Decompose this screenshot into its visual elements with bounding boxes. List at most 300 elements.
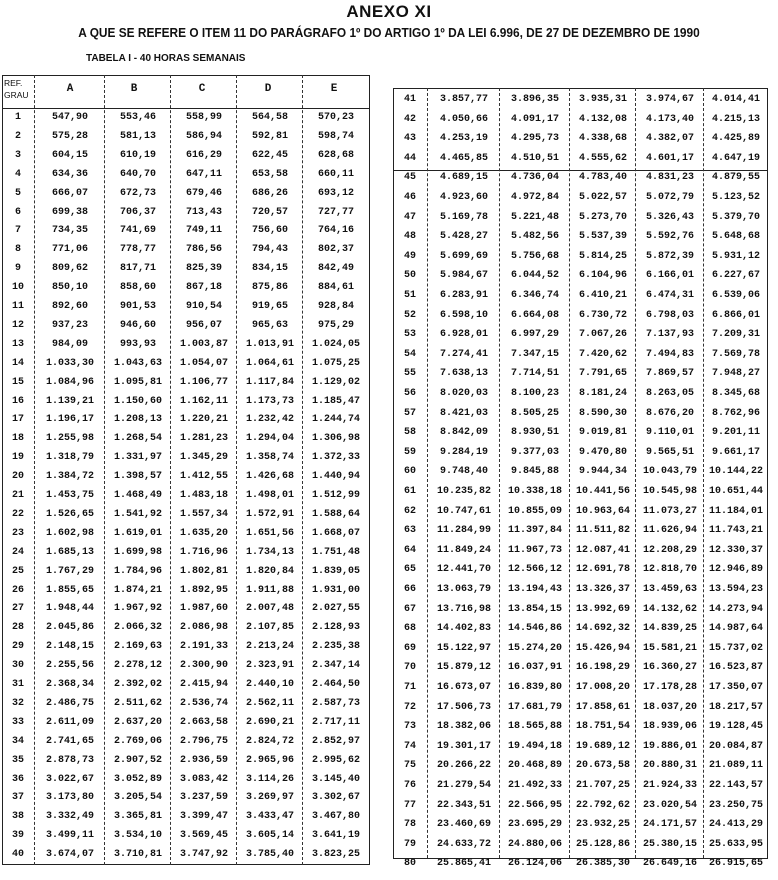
ref-grau-cell: 8: [14, 244, 21, 256]
ref-grau-cell: 25: [11, 565, 24, 577]
value-cell-c: 1.987,60: [179, 603, 228, 615]
value-cell-a: 25.865,41: [436, 858, 491, 870]
value-cell-d: 17.178,28: [642, 682, 697, 693]
value-cell-b: 3.896,35: [510, 94, 559, 105]
ref-grau-cell: 3: [14, 149, 21, 161]
value-cell-b: 11.967,73: [507, 544, 562, 556]
ref-grau-cell: 70: [403, 662, 416, 674]
value-cell-b: 7.714,51: [510, 368, 559, 380]
value-cell-b: 10.338,18: [507, 486, 562, 497]
value-cell-e: 3.145,40: [311, 773, 360, 785]
value-cell-a: 984,09: [51, 338, 88, 350]
value-cell-b: 1.398,57: [113, 471, 162, 483]
value-cell-a: 2.255,56: [45, 660, 94, 672]
value-cell-c: 2.663,58: [179, 716, 228, 728]
value-cell-b: 22.566,95: [507, 799, 562, 811]
ref-grau-cell: 44: [403, 152, 416, 164]
ref-label: REF.: [4, 78, 23, 88]
table-row: [2, 619, 370, 638]
value-cell-c: 3.569,45: [179, 830, 228, 842]
table-row: [393, 502, 768, 522]
table-row: [2, 657, 370, 676]
value-cell-e: 8.345,68: [711, 388, 760, 399]
value-cell-e: 1.372,33: [311, 452, 360, 464]
value-cell-e: 9.661,17: [711, 446, 760, 458]
table-row: [393, 541, 768, 561]
ref-grau-cell: 20: [11, 471, 24, 483]
ref-grau-cell: 72: [403, 701, 416, 713]
value-cell-b: 901,53: [119, 301, 156, 312]
value-cell-d: 16.360,27: [642, 662, 697, 674]
ref-grau-cell: 80: [403, 858, 416, 870]
value-cell-e: 764,16: [317, 225, 354, 237]
table-row: [2, 336, 370, 355]
ref-grau-cell: 22: [11, 508, 24, 520]
value-cell-e: 25.633,95: [708, 838, 763, 850]
value-cell-c: 8.590,30: [578, 407, 627, 419]
value-cell-a: 15.122,97: [436, 642, 491, 654]
value-cell-b: 8.505,25: [510, 407, 559, 419]
value-cell-b: 610,19: [119, 149, 156, 161]
value-cell-a: 547,90: [51, 112, 88, 123]
value-cell-d: 592,81: [251, 130, 288, 142]
value-cell-a: 17.506,73: [436, 701, 491, 713]
value-cell-c: 647,11: [185, 168, 222, 180]
value-cell-e: 884,61: [317, 282, 354, 294]
value-cell-b: 2.392,02: [113, 679, 162, 690]
table-row: [393, 639, 768, 659]
value-cell-c: 2.796,75: [179, 735, 228, 747]
value-cell-c: 4.555,62: [578, 152, 627, 164]
table-row: [2, 525, 370, 544]
value-cell-d: 2.440,10: [245, 679, 294, 690]
value-cell-e: 23.250,75: [708, 799, 763, 811]
ref-grau-cell: 1: [14, 112, 21, 123]
value-cell-e: 21.089,11: [708, 760, 763, 772]
value-cell-d: 2.107,85: [245, 622, 294, 634]
value-cell-c: 713,43: [185, 206, 222, 218]
value-cell-b: 1.150,60: [113, 395, 162, 407]
value-cell-e: 1.075,25: [311, 357, 360, 369]
value-cell-d: 2.965,96: [245, 754, 294, 766]
value-cell-c: 1.345,29: [179, 452, 228, 464]
table-row: [393, 149, 768, 169]
ref-grau-cell: 19: [11, 452, 24, 464]
value-cell-e: 6.227,67: [711, 270, 760, 282]
value-cell-d: 1.572,91: [245, 508, 294, 520]
value-cell-d: 1.734,13: [245, 546, 294, 558]
value-cell-e: 2.027,55: [311, 603, 360, 615]
ref-grau-cell: 37: [11, 792, 24, 804]
value-cell-e: 16.523,87: [708, 662, 763, 674]
table-row: [393, 110, 768, 130]
value-cell-a: 5.699,69: [439, 250, 488, 262]
value-cell-c: 2.536,74: [179, 697, 228, 709]
value-cell-c: 1.412,55: [179, 471, 228, 483]
value-cell-d: 1.173,73: [245, 395, 294, 407]
value-cell-a: 9.284,19: [439, 446, 488, 458]
value-cell-b: 993,93: [119, 338, 156, 350]
ref-grau-cell: 26: [11, 584, 24, 596]
value-cell-d: 834,15: [251, 263, 288, 275]
table-row: [393, 129, 768, 149]
value-cell-c: 1.557,34: [179, 508, 228, 520]
value-cell-e: 4.879,55: [711, 172, 760, 184]
value-cell-a: 1.033,30: [45, 357, 94, 369]
value-cell-d: 720,57: [251, 206, 288, 218]
value-cell-c: 1.281,23: [179, 433, 228, 445]
value-cell-c: 1.162,11: [179, 395, 228, 407]
value-cell-c: 17.008,20: [575, 682, 630, 693]
value-cell-b: 3.052,89: [113, 773, 162, 785]
value-cell-c: 7.420,62: [578, 348, 627, 360]
salary-table-right: [393, 88, 768, 870]
ref-grau-cell: 27: [11, 603, 24, 615]
value-cell-d: 19.886,01: [642, 740, 697, 752]
table-row: [2, 808, 370, 827]
value-cell-d: 3.974,67: [645, 94, 694, 105]
table-row: [2, 430, 370, 449]
table-row: [393, 854, 768, 874]
value-cell-e: 2.852,97: [311, 735, 360, 747]
value-cell-e: 727,77: [317, 206, 354, 218]
value-cell-b: 1.699,98: [113, 546, 162, 558]
value-cell-b: 4.295,73: [510, 133, 559, 145]
ref-grau-cell: 75: [403, 760, 416, 772]
value-cell-a: 1.255,98: [45, 433, 94, 445]
value-cell-e: 1.244,74: [311, 414, 360, 426]
value-cell-c: 3.935,31: [578, 94, 627, 105]
value-cell-c: 9.019,81: [578, 427, 627, 439]
ref-grau-cell: 6: [14, 206, 21, 218]
value-cell-b: 706,37: [119, 206, 156, 218]
value-cell-e: 11.743,21: [708, 525, 763, 537]
ref-grau-cell: 43: [403, 133, 416, 145]
value-cell-e: 1.668,07: [311, 527, 360, 539]
table-row: [393, 482, 768, 502]
value-cell-c: 16.198,29: [575, 662, 630, 674]
value-cell-a: 11.849,24: [436, 544, 491, 556]
value-cell-d: 622,45: [251, 149, 288, 161]
value-cell-a: 699,38: [51, 206, 88, 218]
value-cell-a: 19.301,17: [436, 740, 491, 752]
value-cell-a: 8.020,03: [439, 388, 488, 399]
table-row: [393, 384, 768, 404]
value-cell-b: 4.972,84: [510, 192, 559, 203]
value-cell-a: 2.486,75: [45, 697, 94, 709]
value-cell-c: 26.385,30: [575, 858, 630, 870]
value-cell-c: 6.730,72: [578, 309, 627, 321]
value-cell-e: 2.347,14: [311, 660, 360, 672]
table-row: [2, 695, 370, 714]
value-cell-b: 1.874,21: [113, 584, 162, 596]
value-cell-b: 858,60: [119, 282, 156, 294]
ref-grau-cell: 73: [403, 721, 416, 733]
table-row: [2, 771, 370, 790]
value-cell-c: 7.067,26: [578, 329, 627, 341]
ref-grau-cell: 54: [403, 348, 416, 360]
table-row: [393, 462, 768, 482]
value-cell-a: 1.453,75: [45, 490, 94, 501]
table-row: [2, 600, 370, 619]
ref-grau-cell: 55: [403, 368, 416, 380]
value-cell-a: 8.421,03: [439, 407, 488, 419]
value-cell-e: 14.273,94: [708, 603, 763, 615]
value-cell-a: 13.716,98: [436, 603, 491, 615]
value-cell-b: 2.769,06: [113, 735, 162, 747]
table-row: [2, 487, 370, 506]
table-row: [2, 563, 370, 582]
value-cell-a: 10.235,82: [436, 486, 491, 497]
value-cell-e: 4.425,89: [711, 133, 760, 145]
value-cell-d: 4.831,23: [645, 172, 694, 184]
ref-grau-cell: 15: [11, 376, 24, 388]
value-cell-d: 18.037,20: [642, 701, 697, 713]
ref-grau-cell: 9: [14, 263, 21, 275]
value-cell-b: 12.566,12: [507, 564, 562, 576]
value-cell-e: 4.215,13: [711, 113, 760, 125]
table-row: [2, 185, 370, 204]
value-cell-c: 825,39: [185, 263, 222, 275]
value-cell-e: 5.123,52: [711, 192, 760, 203]
value-cell-d: 6.166,01: [645, 270, 694, 282]
value-cell-e: 1.588,64: [311, 508, 360, 520]
value-cell-a: 1.318,79: [45, 452, 94, 464]
value-cell-a: 3.332,49: [45, 811, 94, 823]
table-row: [393, 796, 768, 816]
value-cell-b: 3.710,81: [113, 849, 162, 861]
value-cell-a: 11.284,99: [436, 525, 491, 537]
table-row: [393, 345, 768, 365]
value-cell-e: 6.866,01: [711, 309, 760, 321]
value-cell-c: 18.751,54: [575, 721, 630, 733]
ref-grau-cell: 35: [11, 754, 24, 766]
value-cell-a: 2.878,73: [45, 754, 94, 766]
value-cell-c: 3.237,59: [179, 792, 228, 804]
value-cell-a: 1.196,17: [45, 414, 94, 426]
value-cell-c: 15.426,94: [575, 642, 630, 654]
value-cell-d: 6.798,03: [645, 309, 694, 321]
value-cell-e: 2.587,73: [311, 697, 360, 709]
value-cell-c: 11.511,82: [575, 525, 630, 537]
value-cell-a: 6.928,01: [439, 329, 488, 341]
ref-grau-cell: 36: [11, 773, 24, 785]
value-cell-e: 1.931,00: [311, 584, 360, 596]
table-row: [2, 241, 370, 260]
value-cell-e: 8.762,96: [711, 407, 760, 419]
table-row: [393, 717, 768, 737]
value-cell-c: 586,94: [185, 130, 222, 142]
value-cell-a: 4.465,85: [439, 152, 488, 164]
value-cell-b: 2.169,63: [113, 641, 162, 653]
value-cell-c: 19.689,12: [575, 740, 630, 752]
value-cell-e: 14.987,64: [708, 623, 763, 635]
value-cell-b: 13.854,15: [507, 603, 562, 615]
table-row: [2, 733, 370, 752]
table-row: [393, 247, 768, 267]
table-row: [2, 279, 370, 298]
salary-table-left: [2, 75, 370, 865]
value-cell-e: 6.539,06: [711, 290, 760, 301]
value-cell-d: 23.020,54: [642, 799, 697, 811]
table-row: [2, 147, 370, 166]
value-cell-d: 1.013,91: [245, 338, 294, 350]
table-row: [393, 188, 768, 208]
value-cell-c: 5.537,39: [578, 231, 627, 243]
value-cell-c: 20.673,58: [575, 760, 630, 772]
value-cell-e: 9.201,11: [711, 427, 760, 439]
value-cell-c: 867,18: [185, 282, 222, 294]
value-cell-a: 4.689,15: [439, 172, 488, 184]
value-cell-e: 1.440,94: [311, 471, 360, 483]
value-cell-a: 634,36: [51, 168, 88, 180]
table-row: [2, 827, 370, 846]
ref-grau-cell: 64: [403, 544, 416, 556]
value-cell-b: 1.331,97: [113, 452, 162, 464]
table-row: [393, 423, 768, 443]
value-cell-d: 7.137,93: [645, 329, 694, 341]
ref-grau-cell: 31: [11, 679, 24, 690]
value-cell-e: 26.915,65: [708, 858, 763, 870]
value-cell-e: 2.235,38: [311, 641, 360, 653]
value-cell-e: 3.641,19: [311, 830, 360, 842]
value-cell-b: 23.695,29: [507, 819, 562, 831]
table-row: [2, 714, 370, 733]
table-row: [393, 404, 768, 424]
value-cell-a: 20.266,22: [436, 760, 491, 772]
value-cell-a: 9.748,40: [439, 466, 488, 478]
value-cell-e: 12.330,37: [708, 544, 763, 556]
ref-grau-cell: 21: [11, 490, 24, 501]
value-cell-b: 4.091,17: [510, 113, 559, 125]
value-cell-b: 2.637,20: [113, 716, 162, 728]
value-cell-d: 2.323,91: [245, 660, 294, 672]
value-cell-d: 7.494,83: [645, 348, 694, 360]
value-cell-c: 1.892,95: [179, 584, 228, 596]
table-row: [393, 600, 768, 620]
value-cell-d: 25.380,15: [642, 838, 697, 850]
value-cell-e: 628,68: [317, 149, 354, 161]
table-row: [2, 298, 370, 317]
value-cell-e: 24.413,29: [708, 819, 763, 831]
value-cell-b: 672,73: [119, 187, 156, 199]
ref-grau-cell: 62: [403, 505, 416, 517]
value-cell-d: 3.114,26: [245, 773, 294, 785]
value-cell-d: 5.592,76: [645, 231, 694, 243]
table-row: [2, 109, 370, 128]
value-cell-a: 7.274,41: [439, 348, 488, 360]
value-cell-e: 2.995,62: [311, 754, 360, 766]
value-cell-d: 3.605,14: [245, 830, 294, 842]
ref-grau-cell: 34: [11, 735, 24, 747]
ref-grau-cell: 76: [403, 780, 416, 791]
value-cell-a: 22.343,51: [436, 799, 491, 811]
value-cell-a: 1.139,21: [45, 395, 94, 407]
value-cell-d: 686,26: [251, 187, 288, 199]
value-cell-c: 2.086,98: [179, 622, 228, 634]
value-cell-d: 1.358,74: [245, 452, 294, 464]
ref-grau-cell: 5: [14, 187, 21, 199]
ref-grau-cell: 48: [403, 231, 416, 243]
value-cell-d: 13.459,63: [642, 584, 697, 595]
value-cell-c: 558,99: [185, 112, 222, 123]
value-cell-e: 11.184,01: [708, 505, 763, 517]
value-cell-d: 8.263,05: [645, 388, 694, 399]
ref-grau-cell: 32: [11, 697, 24, 709]
value-cell-d: 2.213,24: [245, 641, 294, 653]
value-cell-e: 15.737,02: [708, 642, 763, 654]
value-cell-b: 581,13: [119, 130, 156, 142]
table-row: [2, 222, 370, 241]
value-cell-a: 6.598,10: [439, 309, 488, 321]
value-cell-c: 679,46: [185, 187, 222, 199]
value-cell-b: 21.492,33: [507, 780, 562, 791]
value-cell-b: 778,77: [119, 244, 156, 256]
value-cell-c: 5.022,57: [578, 192, 627, 203]
value-cell-d: 9.110,01: [645, 427, 694, 439]
value-cell-a: 13.063,79: [436, 584, 491, 595]
value-cell-d: 9.565,51: [645, 446, 694, 458]
table-row: [393, 756, 768, 776]
value-cell-d: 26.649,16: [642, 858, 697, 870]
value-cell-b: 5.756,68: [510, 250, 559, 262]
value-cell-a: 666,07: [51, 187, 88, 199]
ref-grau-cell: 56: [403, 388, 416, 399]
value-cell-c: 2.936,59: [179, 754, 228, 766]
value-cell-d: 2.824,72: [245, 735, 294, 747]
value-cell-e: 1.512,99: [311, 490, 360, 501]
value-cell-a: 892,60: [51, 301, 88, 312]
ref-grau-cell: 61: [403, 486, 416, 497]
column-header-c: C: [198, 83, 206, 95]
value-cell-b: 8.100,23: [510, 388, 559, 399]
value-cell-b: 15.274,20: [507, 642, 562, 654]
value-cell-e: 12.946,89: [708, 564, 763, 576]
value-cell-c: 2.300,90: [179, 660, 228, 672]
value-cell-c: 14.692,32: [575, 623, 630, 635]
value-cell-c: 5.273,70: [578, 211, 627, 223]
table-row: [2, 204, 370, 223]
table-row: [393, 325, 768, 345]
table-row: [2, 544, 370, 563]
value-cell-c: 12.691,78: [575, 564, 630, 576]
value-cell-e: 5.648,68: [711, 231, 760, 243]
value-cell-c: 23.932,25: [575, 819, 630, 831]
value-cell-d: 5.072,79: [645, 192, 694, 203]
table-row: [393, 168, 768, 188]
value-cell-e: 20.084,87: [708, 740, 763, 752]
value-cell-b: 16.037,91: [507, 662, 562, 674]
value-cell-e: 1.306,98: [311, 433, 360, 445]
value-cell-d: 11.073,27: [642, 505, 697, 517]
value-cell-b: 741,69: [119, 225, 156, 237]
value-cell-e: 802,37: [317, 244, 354, 256]
table-row: [393, 521, 768, 541]
value-cell-b: 946,60: [119, 319, 156, 331]
ref-grau-cell: 78: [403, 819, 416, 831]
ref-grau-cell: 7: [14, 225, 21, 237]
value-cell-e: 13.594,23: [708, 584, 763, 595]
value-cell-d: 4.601,17: [645, 152, 694, 164]
value-cell-d: 1.820,84: [245, 565, 294, 577]
value-cell-d: 919,65: [251, 301, 288, 312]
table-row: [393, 698, 768, 718]
value-cell-d: 3.433,47: [245, 811, 294, 823]
value-cell-a: 3.173,80: [45, 792, 94, 804]
table-row: [2, 449, 370, 468]
ref-grau-cell: 10: [11, 282, 24, 294]
table-row: [393, 90, 768, 110]
